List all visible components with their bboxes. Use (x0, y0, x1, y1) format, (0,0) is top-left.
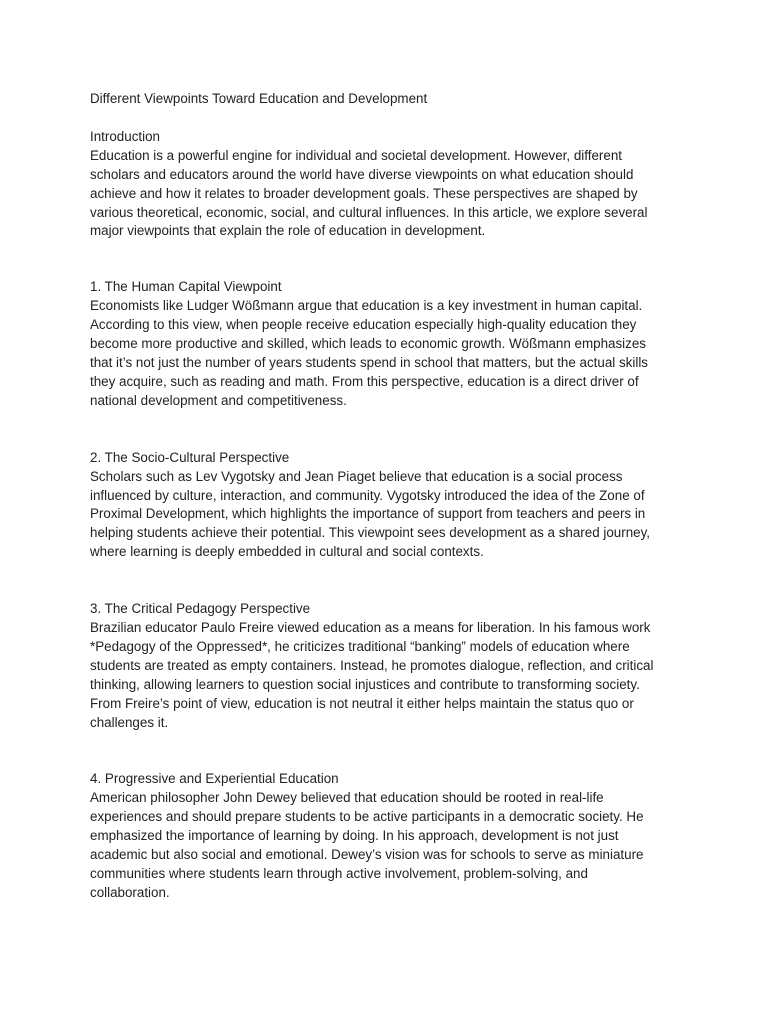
paragraph-line: emphasized the importance of learning by doing. In his approach, development is not just (90, 828, 619, 844)
section-paragraph (90, 147, 680, 242)
paragraph-line: Education is a powerful engine for individual and societal development. However, different (90, 147, 622, 163)
paragraph-line: communities where students learn through active involvement, problem-solving, and (90, 866, 588, 881)
paragraph-line: Scholars such as Lev Vygotsky and Jean Piaget believe that education is a social process (90, 468, 623, 484)
paragraph-line: influenced by culture, interaction, and community. Vygotsky introduced the idea of the Zone of (90, 487, 645, 503)
paragraph-line: major viewpoints that explain the role of education in development. (90, 223, 486, 239)
paragraph-line: collaboration. (90, 884, 170, 900)
section-heading: 3. The Critical Pedagogy Perspective (90, 601, 311, 617)
section-paragraph (90, 619, 680, 732)
paragraph-line: *Pedagogy of the Oppressed*, he criticizes traditional “banking” models of education where (90, 638, 630, 654)
section-paragraph (90, 789, 680, 902)
paragraph-line: national development and competitiveness. (90, 392, 347, 408)
paragraph-line: According to this view, when people receive education especially high-quality education they (90, 317, 637, 333)
paragraph-line: American philosopher John Dewey believed that education should be rooted in real-life (90, 790, 604, 806)
document-title: Different Viewpoints Toward Education and Development (90, 91, 428, 106)
section-heading: 1. The Human Capital Viewpoint (90, 279, 282, 295)
section-socio-cultural (90, 449, 680, 562)
paragraph-line: Proximal Development, which highlights the importance of support from teachers and peers in (90, 506, 646, 522)
section-paragraph (90, 468, 680, 563)
paragraph-line: that it’s not just the number of years students spend in school that matters, but the actual skills (90, 354, 648, 370)
section-critical-pedagogy (90, 600, 680, 732)
paragraph-line: From Freire’s point of view, education is not neutral it either helps maintain the status quo or (90, 695, 634, 711)
paragraph-line: various theoretical, economic, social, and cultural influences. In this article, we explore several (90, 204, 648, 220)
section-heading: Introduction (90, 128, 160, 144)
paragraph-line: thinking, allowing learners to question social injustices and contribute to transforming society. (90, 676, 640, 692)
paragraph-line: students are treated as empty containers. Instead, he promotes dialogue, reflection, and critical (90, 657, 654, 673)
paragraph-line: they acquire, such as reading and math. From this perspective, education is a direct driver of (90, 373, 639, 389)
paragraph-line: scholars and educators around the world have diverse viewpoints on what education should (90, 166, 634, 182)
paragraph-line: where learning is deeply embedded in cultural and social contexts. (90, 544, 484, 560)
paragraph-line: academic but also social and emotional. Dewey’s vision was for schools to serve as miniature (90, 847, 644, 863)
paragraph-line: become more productive and skilled, which leads to economic growth. Wößmann emphasizes (90, 336, 646, 352)
section-heading: 4. Progressive and Experiential Education (90, 771, 339, 787)
section-heading: 2. The Socio-Cultural Perspective (90, 449, 290, 465)
paragraph-line: Economists like Ludger Wößmann argue that education is a key investment in human capital. (90, 298, 643, 314)
section-progressive-education (90, 770, 680, 902)
section-introduction (90, 128, 680, 241)
paragraph-line: helping students achieve their potential. This viewpoint sees development as a shared journey, (90, 525, 651, 541)
paragraph-line: challenges it. (90, 714, 169, 730)
document-body (90, 90, 680, 941)
section-human-capital (90, 278, 680, 410)
paragraph-line: experiences and should prepare students to be active participants in a democratic society. He (90, 809, 644, 825)
section-paragraph (90, 297, 680, 410)
paragraph-line: Brazilian educator Paulo Freire viewed education as a means for liberation. In his famous work (90, 620, 651, 636)
paragraph-line: achieve and how it relates to broader development goals. These perspectives are shaped by (90, 185, 638, 201)
